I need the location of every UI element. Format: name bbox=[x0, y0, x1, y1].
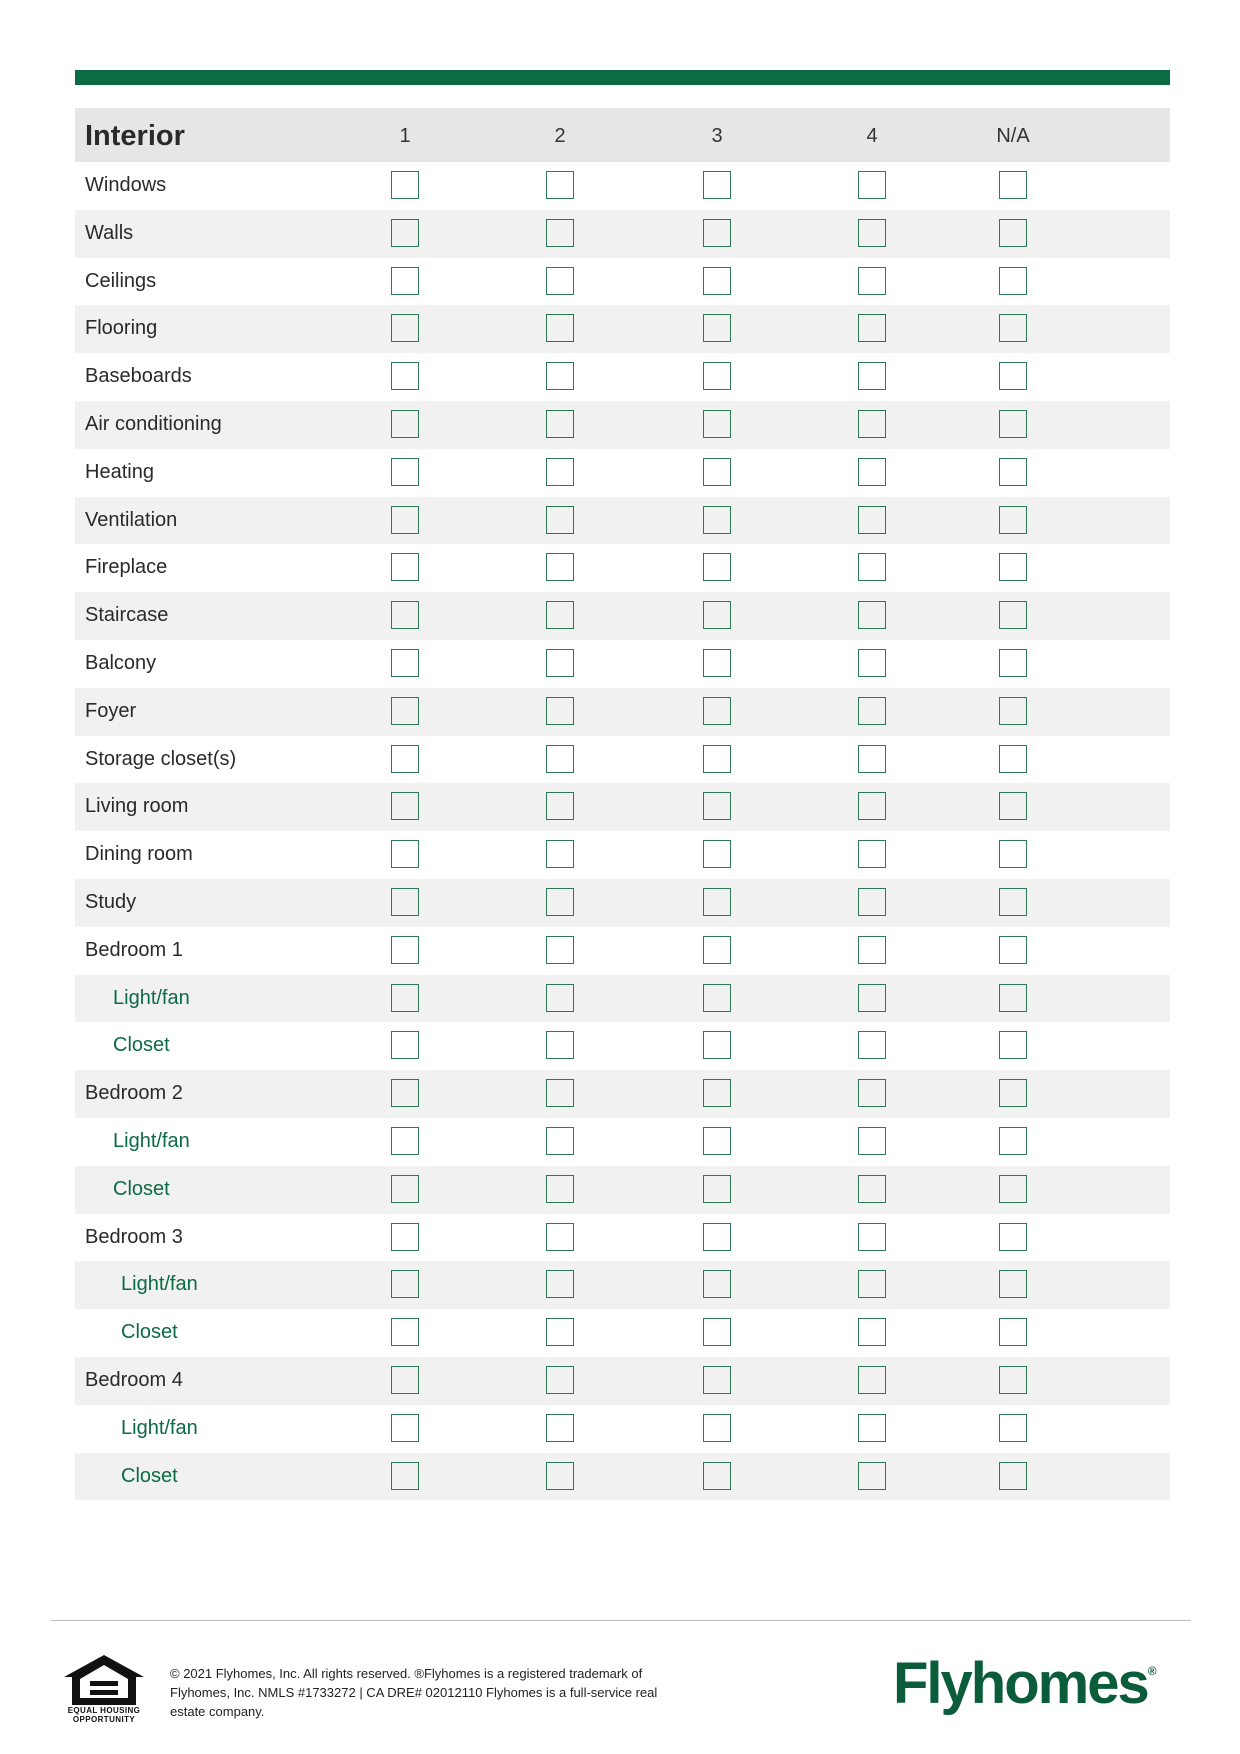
table-row bbox=[75, 879, 1170, 927]
checkbox-1[interactable] bbox=[391, 1127, 419, 1155]
checkbox-4[interactable] bbox=[858, 792, 886, 820]
checkbox-2[interactable] bbox=[546, 1175, 574, 1203]
checkbox-3[interactable] bbox=[703, 314, 731, 342]
checkbox-1[interactable] bbox=[391, 410, 419, 438]
row-label: Bedroom 3 bbox=[85, 1225, 183, 1248]
row-label: Closet bbox=[113, 1177, 170, 1200]
table-row bbox=[75, 736, 1170, 784]
checkbox-4[interactable] bbox=[858, 745, 886, 773]
checkbox-2[interactable] bbox=[546, 1318, 574, 1346]
checkbox-3[interactable] bbox=[703, 1127, 731, 1155]
table-row bbox=[75, 831, 1170, 879]
checkbox-2[interactable] bbox=[546, 1223, 574, 1251]
interior-checklist-table bbox=[75, 108, 1170, 1500]
checkbox-4[interactable] bbox=[858, 936, 886, 964]
checkbox-1[interactable] bbox=[391, 1462, 419, 1490]
checkbox-2[interactable] bbox=[546, 649, 574, 677]
checkbox-3[interactable] bbox=[703, 1079, 731, 1107]
checkbox-1[interactable] bbox=[391, 745, 419, 773]
checkbox-3[interactable] bbox=[703, 888, 731, 916]
table-row bbox=[75, 449, 1170, 497]
top-accent-bar bbox=[75, 70, 1170, 85]
checkbox-1[interactable] bbox=[391, 506, 419, 534]
checkbox-na[interactable] bbox=[999, 1318, 1027, 1346]
row-label: Staircase bbox=[85, 604, 169, 627]
checkbox-1[interactable] bbox=[391, 697, 419, 725]
checkbox-4[interactable] bbox=[858, 362, 886, 390]
column-header-1: 1 bbox=[399, 125, 411, 147]
checkbox-4[interactable] bbox=[858, 1127, 886, 1155]
table-row bbox=[75, 305, 1170, 353]
checkbox-2[interactable] bbox=[546, 553, 574, 581]
checkbox-1[interactable] bbox=[391, 888, 419, 916]
checkbox-1[interactable] bbox=[391, 362, 419, 390]
checkbox-4[interactable] bbox=[858, 314, 886, 342]
eho-line-2: OPPORTUNITY bbox=[72, 1715, 136, 1724]
checkbox-2[interactable] bbox=[546, 1031, 574, 1059]
checkbox-na[interactable] bbox=[999, 984, 1027, 1012]
row-label: Ventilation bbox=[85, 508, 178, 531]
row-label: Light/fan bbox=[113, 986, 190, 1009]
column-header-na: N/A bbox=[996, 125, 1030, 147]
checkbox-na[interactable] bbox=[999, 1175, 1027, 1203]
checkbox-3[interactable] bbox=[703, 1223, 731, 1251]
row-label: Fireplace bbox=[85, 556, 168, 579]
checkbox-na[interactable] bbox=[999, 649, 1027, 677]
checkbox-4[interactable] bbox=[858, 840, 886, 868]
checkbox-4[interactable] bbox=[858, 649, 886, 677]
checkbox-1[interactable] bbox=[391, 601, 419, 629]
checkbox-1[interactable] bbox=[391, 1031, 419, 1059]
checkbox-na[interactable] bbox=[999, 171, 1027, 199]
checkbox-4[interactable] bbox=[858, 1031, 886, 1059]
checkbox-4[interactable] bbox=[858, 1462, 886, 1490]
checkbox-1[interactable] bbox=[391, 1079, 419, 1107]
table-row bbox=[75, 783, 1170, 831]
checkbox-4[interactable] bbox=[858, 1175, 886, 1203]
checkbox-na[interactable] bbox=[999, 1462, 1027, 1490]
checkbox-3[interactable] bbox=[703, 458, 731, 486]
checkbox-2[interactable] bbox=[546, 601, 574, 629]
checkbox-2[interactable] bbox=[546, 219, 574, 247]
checkbox-1[interactable] bbox=[391, 1318, 419, 1346]
table-row bbox=[75, 688, 1170, 736]
checkbox-2[interactable] bbox=[546, 1079, 574, 1107]
checkbox-4[interactable] bbox=[858, 1079, 886, 1107]
checkbox-na[interactable] bbox=[999, 601, 1027, 629]
checkbox-2[interactable] bbox=[546, 1462, 574, 1490]
checkbox-4[interactable] bbox=[858, 219, 886, 247]
table-row bbox=[75, 544, 1170, 592]
checkbox-na[interactable] bbox=[999, 1079, 1027, 1107]
checkbox-na[interactable] bbox=[999, 1223, 1027, 1251]
checkbox-na[interactable] bbox=[999, 1031, 1027, 1059]
checkbox-3[interactable] bbox=[703, 1270, 731, 1298]
checkbox-4[interactable] bbox=[858, 601, 886, 629]
logo-text: Flyhomes bbox=[893, 1651, 1148, 1716]
table-row bbox=[75, 1357, 1170, 1405]
table-row bbox=[75, 401, 1170, 449]
checkbox-2[interactable] bbox=[546, 1366, 574, 1394]
table-row bbox=[75, 1309, 1170, 1357]
checkbox-3[interactable] bbox=[703, 219, 731, 247]
checkbox-3[interactable] bbox=[703, 601, 731, 629]
row-label: Air conditioning bbox=[85, 412, 222, 435]
checkbox-3[interactable] bbox=[703, 362, 731, 390]
section-title: Interior bbox=[85, 120, 185, 152]
checkbox-na[interactable] bbox=[999, 553, 1027, 581]
row-label: Living room bbox=[85, 795, 189, 818]
row-label: Foyer bbox=[85, 699, 137, 722]
checkbox-3[interactable] bbox=[703, 171, 731, 199]
row-label: Study bbox=[85, 890, 137, 913]
checkbox-2[interactable] bbox=[546, 1127, 574, 1155]
checkbox-4[interactable] bbox=[858, 697, 886, 725]
checkbox-na[interactable] bbox=[999, 314, 1027, 342]
checkbox-na[interactable] bbox=[999, 362, 1027, 390]
checkbox-4[interactable] bbox=[858, 553, 886, 581]
checkbox-4[interactable] bbox=[858, 1318, 886, 1346]
checkbox-4[interactable] bbox=[858, 171, 886, 199]
checkbox-na[interactable] bbox=[999, 506, 1027, 534]
table-row bbox=[75, 1214, 1170, 1262]
column-header-3: 3 bbox=[711, 125, 723, 147]
checkbox-2[interactable] bbox=[546, 267, 574, 295]
table-row bbox=[75, 927, 1170, 975]
table-row bbox=[75, 640, 1170, 688]
checkbox-3[interactable] bbox=[703, 1462, 731, 1490]
row-label: Windows bbox=[85, 174, 167, 196]
checkbox-na[interactable] bbox=[999, 792, 1027, 820]
checkbox-4[interactable] bbox=[858, 1366, 886, 1394]
table-row bbox=[75, 1166, 1170, 1214]
row-label: Light/fan bbox=[121, 1416, 198, 1439]
footer-divider bbox=[51, 1620, 1191, 1621]
checkbox-na[interactable] bbox=[999, 745, 1027, 773]
checkbox-2[interactable] bbox=[546, 745, 574, 773]
row-label: Walls bbox=[85, 221, 134, 244]
row-label: Baseboards bbox=[85, 365, 192, 388]
checkbox-na[interactable] bbox=[999, 219, 1027, 247]
checkbox-3[interactable] bbox=[703, 936, 731, 964]
row-label: Bedroom 4 bbox=[85, 1368, 183, 1391]
row-label: Flooring bbox=[85, 317, 158, 340]
checkbox-3[interactable] bbox=[703, 697, 731, 725]
checkbox-3[interactable] bbox=[703, 1318, 731, 1346]
row-label: Light/fan bbox=[113, 1129, 190, 1152]
checkbox-na[interactable] bbox=[999, 1270, 1027, 1298]
checkbox-1[interactable] bbox=[391, 314, 419, 342]
row-label: Closet bbox=[121, 1464, 178, 1487]
checkbox-2[interactable] bbox=[546, 410, 574, 438]
checkbox-4[interactable] bbox=[858, 888, 886, 916]
checkbox-2[interactable] bbox=[546, 1270, 574, 1298]
checkbox-na[interactable] bbox=[999, 1414, 1027, 1442]
checkbox-1[interactable] bbox=[391, 171, 419, 199]
flyhomes-logo bbox=[893, 1650, 1157, 1717]
checkbox-2[interactable] bbox=[546, 792, 574, 820]
checkbox-1[interactable] bbox=[391, 649, 419, 677]
checkbox-2[interactable] bbox=[546, 840, 574, 868]
table-row bbox=[75, 162, 1170, 210]
checkbox-3[interactable] bbox=[703, 649, 731, 677]
checkbox-na[interactable] bbox=[999, 1366, 1027, 1394]
row-label: Heating bbox=[85, 460, 154, 483]
checkbox-1[interactable] bbox=[391, 792, 419, 820]
table-row bbox=[75, 1405, 1170, 1453]
table-row bbox=[75, 210, 1170, 258]
checkbox-na[interactable] bbox=[999, 888, 1027, 916]
registered-mark: ® bbox=[1147, 1664, 1157, 1678]
table-body bbox=[75, 162, 1170, 1500]
checkbox-1[interactable] bbox=[391, 984, 419, 1012]
checkbox-4[interactable] bbox=[858, 984, 886, 1012]
row-label: Light/fan bbox=[121, 1273, 198, 1296]
copyright-text: © 2021 Flyhomes, Inc. All rights reserved. ®Flyhomes is a registered trademark of Flyhomes, Inc. NMLS #1733272 | CA DRE# 02012110 Flyhomes is a full-service real estate company. bbox=[170, 1666, 658, 1719]
row-label: Bedroom 2 bbox=[85, 1082, 183, 1105]
checkbox-4[interactable] bbox=[858, 1414, 886, 1442]
column-header-4: 4 bbox=[866, 125, 878, 147]
checkbox-1[interactable] bbox=[391, 1270, 419, 1298]
checkbox-1[interactable] bbox=[391, 267, 419, 295]
checkbox-2[interactable] bbox=[546, 314, 574, 342]
checkbox-2[interactable] bbox=[546, 171, 574, 199]
table-row bbox=[75, 353, 1170, 401]
checkbox-2[interactable] bbox=[546, 362, 574, 390]
checkbox-1[interactable] bbox=[391, 1414, 419, 1442]
checkbox-2[interactable] bbox=[546, 984, 574, 1012]
checkbox-3[interactable] bbox=[703, 1175, 731, 1203]
checkbox-1[interactable] bbox=[391, 1366, 419, 1394]
table-row bbox=[75, 497, 1170, 545]
row-label: Balcony bbox=[85, 651, 157, 674]
checkbox-3[interactable] bbox=[703, 267, 731, 295]
checkbox-3[interactable] bbox=[703, 1366, 731, 1394]
checkbox-2[interactable] bbox=[546, 888, 574, 916]
table-row bbox=[75, 975, 1170, 1023]
checkbox-2[interactable] bbox=[546, 697, 574, 725]
checkbox-3[interactable] bbox=[703, 506, 731, 534]
checkbox-1[interactable] bbox=[391, 219, 419, 247]
checkbox-na[interactable] bbox=[999, 697, 1027, 725]
checkbox-2[interactable] bbox=[546, 506, 574, 534]
checkbox-1[interactable] bbox=[391, 458, 419, 486]
checkbox-na[interactable] bbox=[999, 1127, 1027, 1155]
column-header-2: 2 bbox=[554, 125, 566, 147]
checkbox-1[interactable] bbox=[391, 553, 419, 581]
row-label: Dining room bbox=[85, 843, 193, 866]
table-row bbox=[75, 258, 1170, 306]
checkbox-3[interactable] bbox=[703, 553, 731, 581]
row-label: Bedroom 1 bbox=[85, 938, 183, 961]
eho-line-1: EQUAL HOUSING bbox=[67, 1706, 141, 1715]
checkbox-na[interactable] bbox=[999, 410, 1027, 438]
checkbox-1[interactable] bbox=[391, 1175, 419, 1203]
checkbox-na[interactable] bbox=[999, 936, 1027, 964]
table-row bbox=[75, 1118, 1170, 1166]
table-header bbox=[75, 108, 1170, 162]
checkbox-4[interactable] bbox=[858, 506, 886, 534]
table-row bbox=[75, 1453, 1170, 1501]
checkbox-na[interactable] bbox=[999, 458, 1027, 486]
row-label: Ceilings bbox=[85, 269, 157, 292]
checkbox-1[interactable] bbox=[391, 1223, 419, 1251]
table-row bbox=[75, 1070, 1170, 1118]
table-row bbox=[75, 1261, 1170, 1309]
checkbox-3[interactable] bbox=[703, 792, 731, 820]
checkbox-2[interactable] bbox=[546, 458, 574, 486]
checkbox-2[interactable] bbox=[546, 1414, 574, 1442]
checkbox-4[interactable] bbox=[858, 1270, 886, 1298]
checkbox-4[interactable] bbox=[858, 458, 886, 486]
row-label: Storage closet(s) bbox=[85, 747, 237, 770]
equal-housing-label bbox=[62, 1706, 146, 1724]
checkbox-na[interactable] bbox=[999, 267, 1027, 295]
checkbox-na[interactable] bbox=[999, 840, 1027, 868]
checkbox-2[interactable] bbox=[546, 936, 574, 964]
checkbox-3[interactable] bbox=[703, 840, 731, 868]
checkbox-4[interactable] bbox=[858, 1223, 886, 1251]
row-label: Closet bbox=[121, 1321, 178, 1344]
table-row bbox=[75, 592, 1170, 640]
row-label: Closet bbox=[113, 1034, 170, 1057]
checkbox-3[interactable] bbox=[703, 1414, 731, 1442]
checkbox-3[interactable] bbox=[703, 410, 731, 438]
checkbox-1[interactable] bbox=[391, 840, 419, 868]
checkbox-4[interactable] bbox=[858, 410, 886, 438]
checkbox-3[interactable] bbox=[703, 984, 731, 1012]
checkbox-1[interactable] bbox=[391, 936, 419, 964]
checkbox-3[interactable] bbox=[703, 745, 731, 773]
checkbox-4[interactable] bbox=[858, 267, 886, 295]
table-row bbox=[75, 1022, 1170, 1070]
checkbox-3[interactable] bbox=[703, 1031, 731, 1059]
